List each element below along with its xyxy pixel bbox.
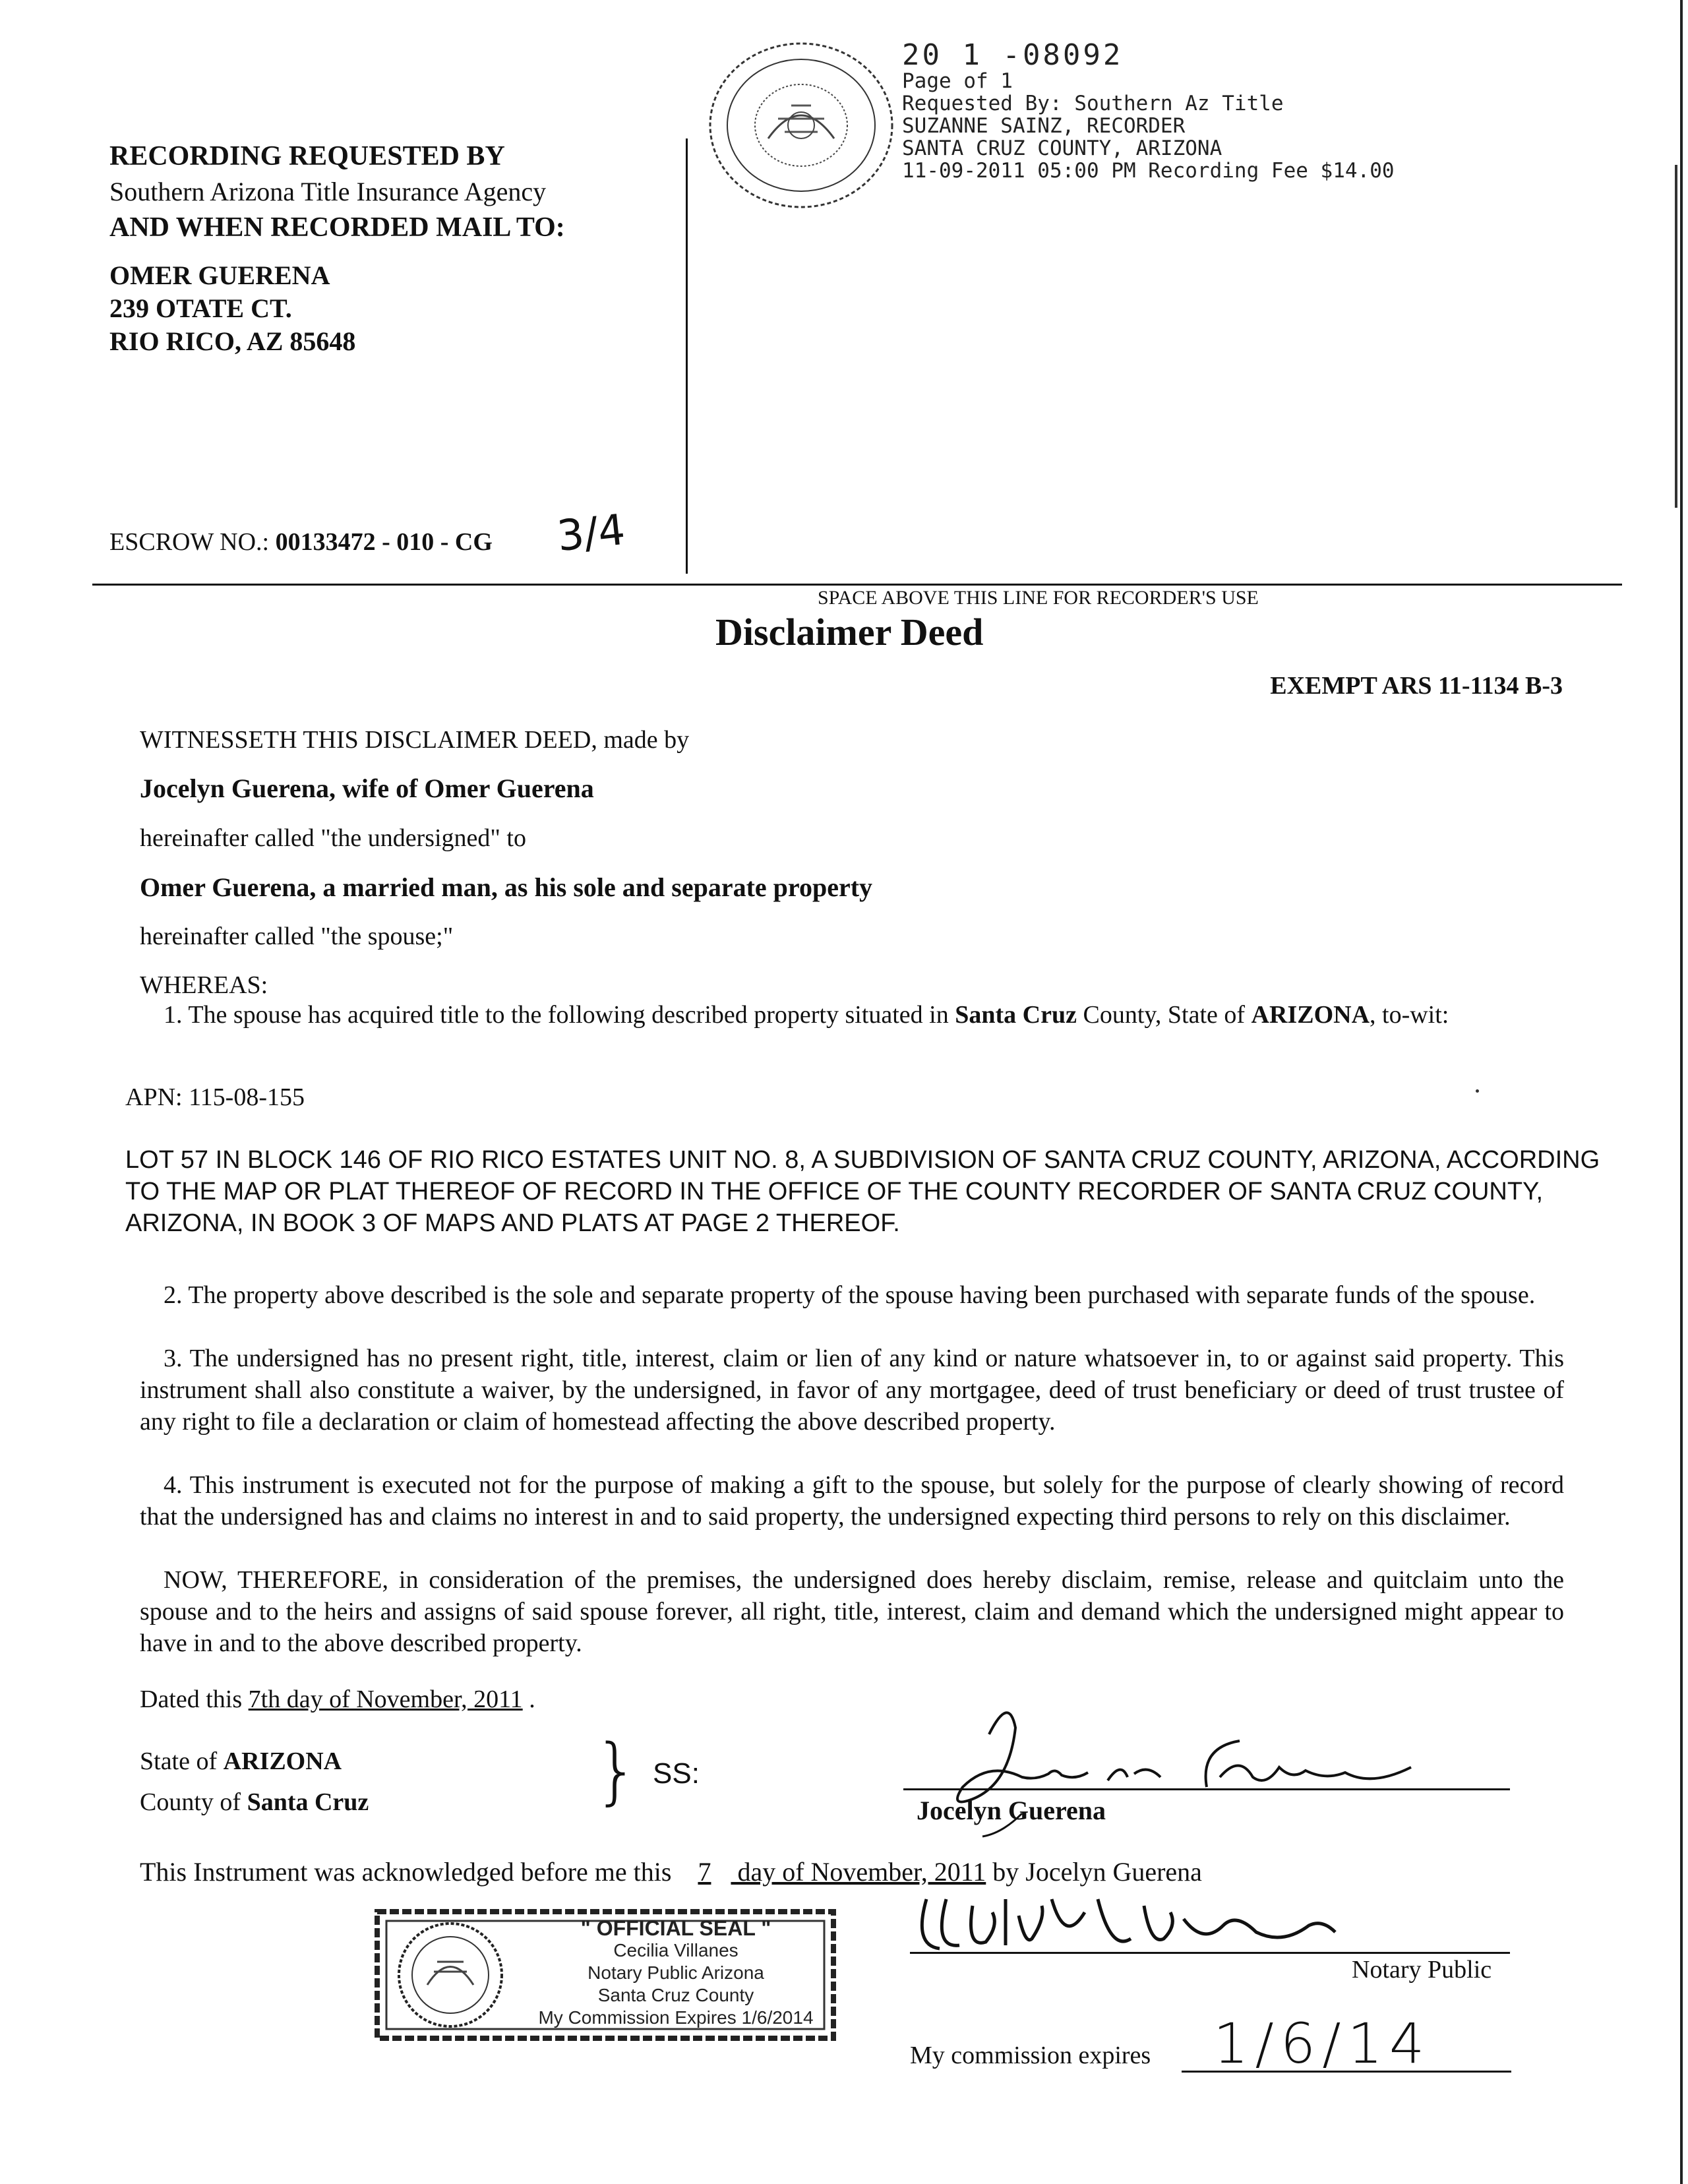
county-line	[140, 1782, 369, 1823]
acknowledgment-line	[140, 1856, 1202, 1887]
stamp-doc-number: 20 1 -08092	[902, 38, 1124, 72]
apn: APN: 115-08-155	[125, 1083, 305, 1111]
notary-seal-text	[521, 1917, 831, 2029]
page-edge-line	[1680, 0, 1683, 2184]
dated-line	[140, 1685, 535, 1714]
ack-post: by Jocelyn Guerena	[986, 1857, 1202, 1887]
mail-to-address	[109, 259, 355, 358]
seal-line-3: Notary Public Arizona	[588, 1962, 764, 1983]
dated-value: 7th day of November, 2011	[248, 1685, 523, 1713]
dated-pre: Dated this	[140, 1685, 249, 1713]
header-divider-vertical	[686, 138, 688, 574]
recorder-stamp	[902, 38, 1395, 183]
dated-post: .	[522, 1685, 535, 1713]
commission-expiry-handwritten: 1/6/14	[1213, 2011, 1432, 2076]
stamp-county: SANTA CRUZ COUNTY, ARIZONA	[902, 136, 1222, 160]
item-1-state: ARIZONA	[1251, 1001, 1370, 1029]
state-value: ARIZONA	[223, 1747, 342, 1775]
mail-street: 239 OTATE CT.	[109, 293, 292, 323]
seal-line-4: Santa Cruz County	[597, 1985, 754, 2005]
requested-by-agency: Southern Arizona Title Insurance Agency	[109, 177, 547, 206]
whereas-heading: WHEREAS:	[140, 971, 268, 999]
item-1-mid: County, State of	[1076, 1001, 1251, 1029]
stamp-datetime-fee: 11-09-2011 05:00 PM Recording Fee $14.00	[902, 159, 1395, 183]
stamp-requested: Requested By: Southern Az Title	[902, 92, 1284, 115]
seal-line-2: Cecilia Villanes	[613, 1940, 738, 1960]
grantee-name: Omer Guerena, a married man, as his sole and separate property	[140, 872, 873, 902]
seal-line-5: My Commission Expires 1/6/2014	[538, 2007, 814, 2028]
undersigned-note: hereinafter called "the undersigned" to	[140, 824, 526, 852]
item-1-post: , to-wit:	[1370, 1001, 1449, 1029]
exempt-note: EXEMPT ARS 11-1134 B-3	[1270, 672, 1563, 700]
state-label: State of	[140, 1747, 224, 1775]
recorder-space-line	[92, 584, 1622, 586]
now-therefore: NOW, THEREFORE, in consideration of the premises, the undersigned does hereby disclaim, remise, release and quitclaim unto the spouse and to the heirs and assigns of said spouse forever, all right, title, interest, claim and demand which the undersigned might appear to have in and to the above described property.	[140, 1566, 1564, 1657]
item-3: 3. The undersigned has no present right, title, interest, claim or lien of any kind or nature whatsoever in, to or against said property. This instrument shall also constitute a waiver, by the undersigned, in favor of any mortgagee, deed of trust beneficiary or deed of trust trustee of any right to file a declaration or claim of homestead affecting the above described property.	[140, 1345, 1564, 1436]
escrow-number: 00133472 - 010 - CG	[275, 528, 493, 556]
notary-public-label: Notary Public	[1352, 1956, 1492, 1984]
signer-signature-line	[903, 1788, 1510, 1790]
ss-label: SS:	[653, 1757, 700, 1790]
item-4: 4. This instrument is executed not for the purpose of making a gift to the spouse, but solely for the purpose of clearly showing of record that the undersigned has and claims no interest in and to said property, the undersigned expecting third persons to rely on this disclaimer.	[140, 1471, 1564, 1531]
item-1-pre: 1. The spouse has acquired title to the following described property situated in	[164, 1001, 955, 1029]
signer-name: Jocelyn Guerena	[917, 1796, 1106, 1825]
commission-label: My commission expires	[910, 2042, 1151, 2069]
page-title: Disclaimer Deed	[715, 611, 984, 653]
stamp-page: Page of 1	[902, 69, 1013, 93]
recorder-space-note: SPACE ABOVE THIS LINE FOR RECORDER'S USE	[818, 587, 1259, 609]
venue-brace: }	[593, 1728, 640, 1813]
stray-mark	[1476, 1089, 1479, 1093]
seal-line-1: " OFFICIAL SEAL "	[580, 1916, 771, 1940]
escrow-handwritten-note: 3/4	[555, 505, 628, 562]
venue-block	[140, 1741, 369, 1823]
recording-requested-block	[109, 138, 565, 245]
county-label: County of	[140, 1788, 247, 1816]
stamp-recorder: SUZANNE SAINZ, RECORDER	[902, 114, 1186, 138]
witnesseth-line: WITNESSETH THIS DISCLAIMER DEED, made by	[140, 726, 690, 754]
escrow-line	[109, 528, 493, 557]
mail-name: OMER GUERENA	[109, 260, 330, 290]
legal-description: LOT 57 IN BLOCK 146 OF RIO RICO ESTATES UNIT NO. 8, A SUBDIVISION OF SANTA CRUZ COUNTY, ARIZONA, ACCORDING TO THE MAP OR PLAT THEREOF OF RECORD IN THE OFFICE OF THE COUNTY RECORDER OF SANTA CRUZ COUNTY, ARIZONA, IN BOOK 3 OF MAPS AND PLATS AT PAGE 2 THEREOF.	[125, 1146, 1600, 1237]
item-1-county: Santa Cruz	[955, 1001, 1077, 1029]
mail-city: RIO RICO, AZ 85648	[109, 326, 356, 356]
requested-by-label: RECORDING REQUESTED BY	[109, 141, 505, 171]
escrow-label: ESCROW NO.:	[109, 528, 270, 556]
item-2: 2. The property above described is the sole and separate property of the spouse having been purchased with separate funds of the spouse.	[164, 1281, 1536, 1309]
notary-signature	[913, 1886, 1507, 1958]
ack-mid: day of November, 2011	[731, 1857, 986, 1887]
scan-edge-mark	[1675, 165, 1677, 508]
county-value: Santa Cruz	[247, 1788, 369, 1816]
mail-to-label: AND WHEN RECORDED MAIL TO:	[109, 212, 565, 243]
ack-pre: This Instrument was acknowledged before me this	[140, 1857, 678, 1887]
ack-day: 7	[698, 1857, 711, 1887]
notary-signature-line	[910, 1952, 1510, 1954]
state-line	[140, 1741, 369, 1782]
item-1	[140, 999, 1568, 1031]
grantor-name: Jocelyn Guerena, wife of Omer Guerena	[140, 774, 594, 803]
county-recorder-seal	[706, 40, 897, 214]
spouse-note: hereinafter called "the spouse;"	[140, 923, 454, 950]
